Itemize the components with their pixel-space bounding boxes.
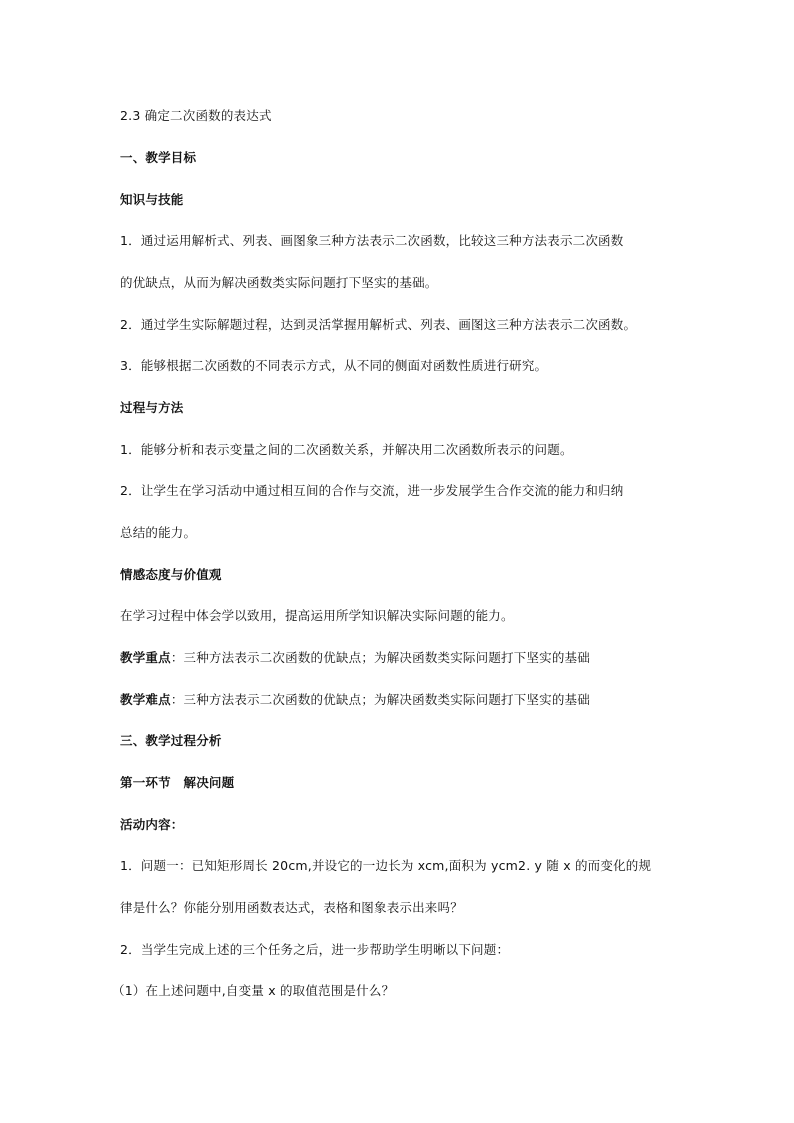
stage-heading-1: 第一环节 解决问题 bbox=[120, 775, 235, 790]
key-points-text: ：三种方法表示二次函数的优缺点；为解决函数类实际问题打下坚实的基础 bbox=[170, 650, 590, 665]
subheading-process: 过程与方法 bbox=[120, 400, 184, 415]
key-points-label: 教学重点 bbox=[120, 650, 171, 665]
difficult-points-label: 教学难点 bbox=[120, 692, 171, 707]
paragraph-k2: 2．通过学生实际解题过程，达到灵活掌握用解析式、列表、画图这三种方法表示二次函数。 bbox=[120, 317, 637, 332]
difficult-points-text: ：三种方法表示二次函数的优缺点；为解决函数类实际问题打下坚实的基础 bbox=[170, 692, 590, 707]
paragraph-e1: 在学习过程中体会学以致用，提高运用所学知识解决实际问题的能力。 bbox=[120, 608, 514, 623]
section-heading-process-analysis: 三、教学过程分析 bbox=[120, 733, 222, 748]
doc-title: 2.3 确定二次函数的表达式 bbox=[120, 108, 272, 123]
section-heading-goals: 一、教学目标 bbox=[120, 150, 197, 165]
paragraph-difficult-points bbox=[120, 692, 590, 708]
paragraph-p2-line2: 总结的能力。 bbox=[120, 525, 197, 540]
subheading-emotion: 情感态度与价值观 bbox=[120, 567, 222, 582]
paragraph-p2-line1: 2．让学生在学习活动中通过相互间的合作与交流，进一步发展学生合作交流的能力和归纳 bbox=[120, 483, 624, 498]
paragraph-k3: 3．能够根据二次函数的不同表示方式，从不同的侧面对函数性质进行研究。 bbox=[120, 358, 548, 373]
paragraph-key-points bbox=[120, 650, 590, 666]
paragraph-p1: 1．能够分析和表示变量之间的二次函数关系，并解决用二次函数所表示的问题。 bbox=[120, 442, 573, 457]
paragraph-q2-item1: （1）在上述问题中,自变量 x 的取值范围是什么？ bbox=[112, 983, 395, 998]
paragraph-q1-line2: 律是什么？你能分别用函数表达式，表格和图象表示出来吗？ bbox=[120, 900, 463, 915]
paragraph-q1-line1: 1．问题一：已知矩形周长 20cm,并设它的一边长为 xcm,面积为 ycm2. y 随 x 的而变化的规 bbox=[120, 858, 652, 873]
paragraph-k1-line2: 的优缺点，从而为解决函数类实际问题打下坚实的基础。 bbox=[120, 275, 438, 290]
paragraph-q2: 2．当学生完成上述的三个任务之后，进一步帮助学生明晰以下问题： bbox=[120, 942, 510, 957]
paragraph-k1-line1: 1．通过运用解析式、列表、画图象三种方法表示二次函数，比较这三种方法表示二次函数 bbox=[120, 233, 624, 248]
subheading-knowledge: 知识与技能 bbox=[120, 192, 184, 207]
activity-label: 活动内容： bbox=[120, 817, 184, 832]
